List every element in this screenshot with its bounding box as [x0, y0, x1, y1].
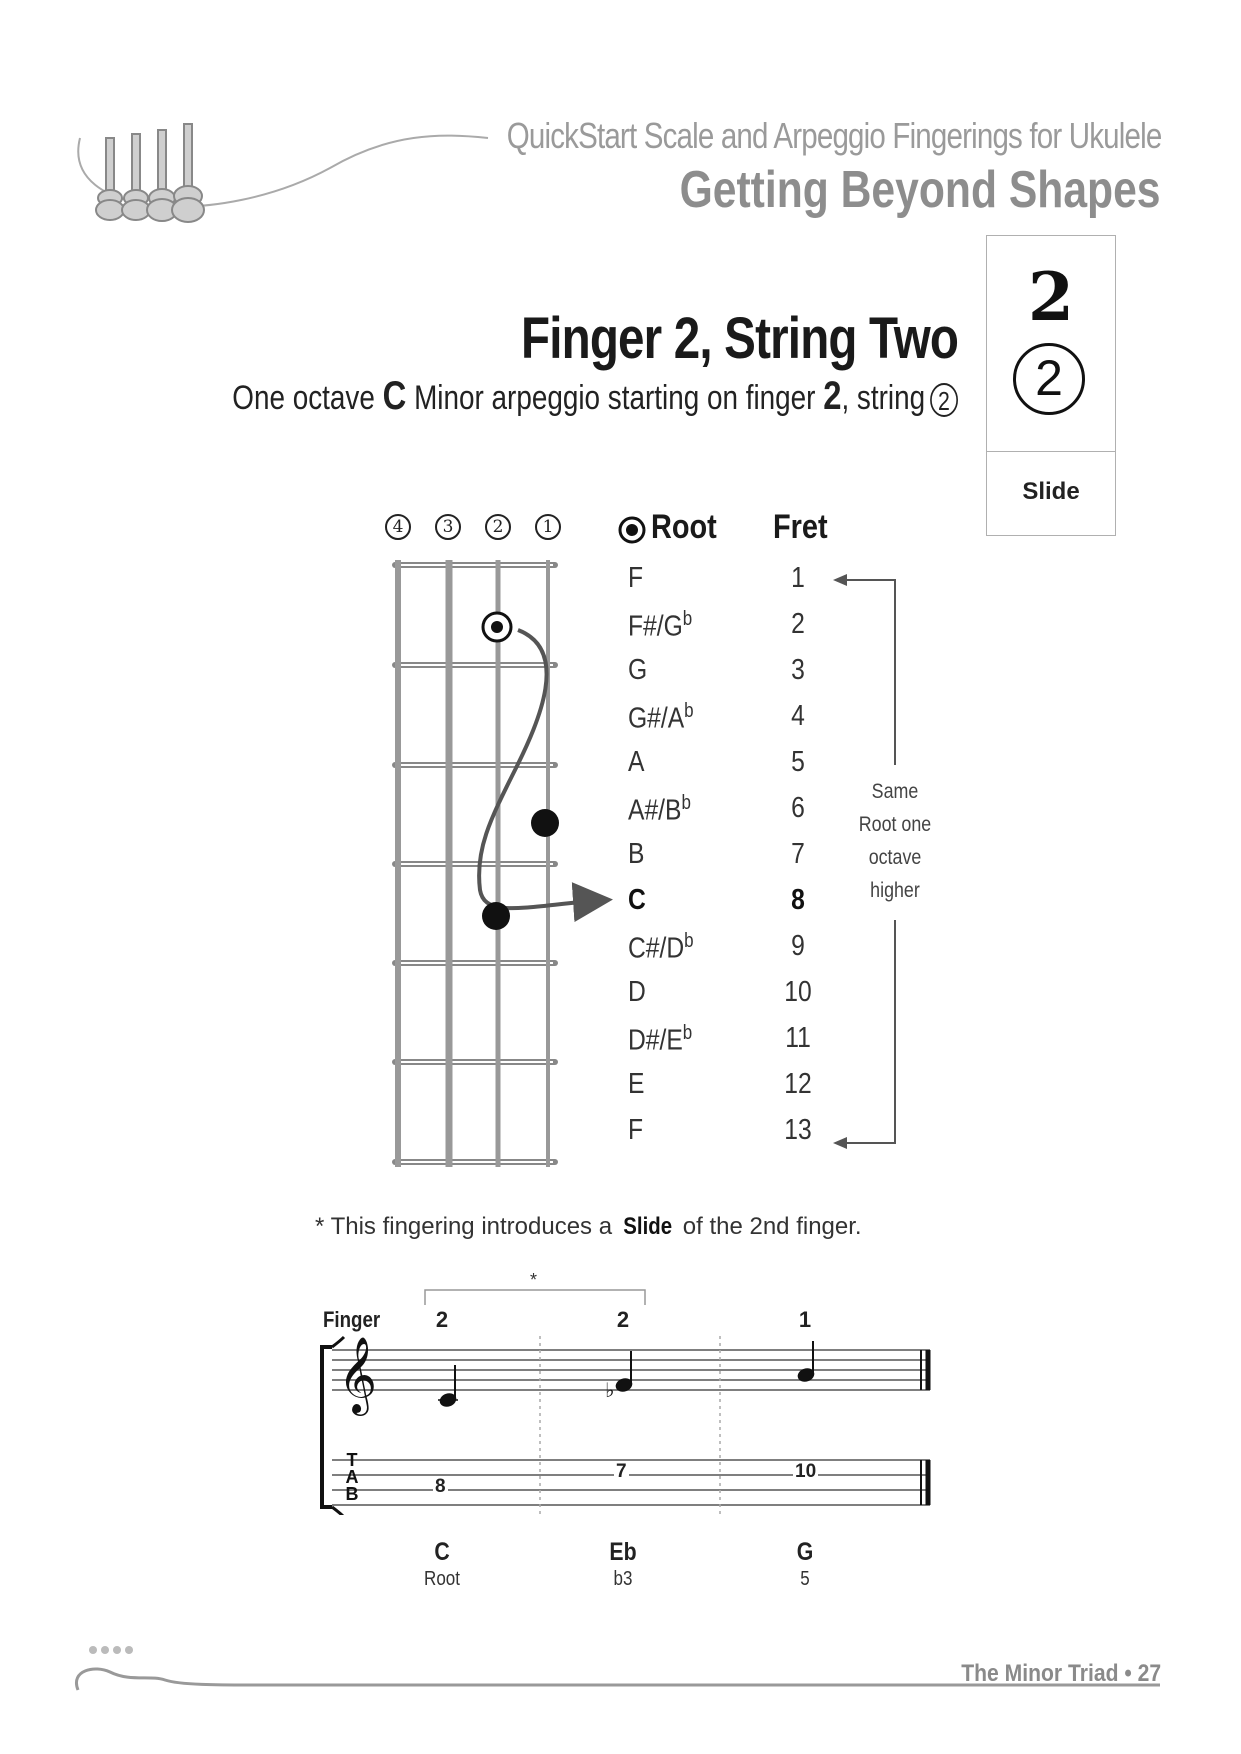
table-fret-11: 11 [785, 1022, 811, 1054]
tab-staff [332, 1460, 930, 1505]
string-number-3: 3 [435, 514, 461, 540]
table-note-9: $C\#/D^b$ [628, 930, 694, 965]
table-note-6: $A\#/B^b$ [628, 792, 691, 827]
treble-clef-icon: 𝄞 [338, 1336, 378, 1413]
table-note-8: C [628, 884, 646, 916]
table-note-13: F [628, 1114, 644, 1146]
system-bracket [322, 1347, 332, 1507]
string-number-2: 2 [485, 514, 511, 540]
chord-degree-3: 5 [800, 1568, 810, 1590]
table-note-12: E [628, 1068, 645, 1100]
table-note-4: $G\#/A^b$ [628, 700, 694, 735]
table-fret-7: 7 [791, 838, 805, 870]
table-fret-9: 9 [791, 930, 805, 962]
finger-label: Finger [323, 1307, 381, 1332]
page-footer: The Minor Triad • 27 [961, 1660, 1161, 1687]
tab-fret-2: 7 [616, 1461, 627, 1482]
tab-clef: T A B [345, 1450, 359, 1504]
table-fret-10: 10 [784, 976, 812, 1008]
table-note-1: F [628, 562, 644, 594]
slide-mark: * [530, 1270, 538, 1290]
chord-note-3: G [796, 1538, 814, 1566]
note-dot-icon [482, 902, 510, 930]
finger-number-2: 2 [616, 1307, 630, 1332]
finger-number-3: 1 [798, 1307, 812, 1332]
fingering-box-divider [986, 451, 1116, 452]
ukulele-group-icon [96, 124, 204, 222]
root-marker-icon [617, 515, 647, 545]
fingering-box-finger: 2 [1028, 258, 1074, 336]
table-note-10: D [628, 976, 646, 1008]
table-note-11: $D\#/E^b$ [628, 1022, 693, 1057]
note-c [438, 1365, 458, 1408]
string-circle-icon: 2 [930, 383, 958, 417]
slide-bracket [420, 1285, 650, 1307]
table-fret-3: 3 [791, 654, 805, 686]
string-number-1: 1 [535, 514, 561, 540]
table-fret-5: 5 [791, 746, 805, 778]
header-subtitle: QuickStart Scale and Arpeggio Fingerings for Ukulele [506, 115, 1161, 156]
svg-text:♭: ♭ [605, 1378, 615, 1402]
root-marker-icon [483, 613, 511, 641]
same-root-note: Same Root one octave higher [858, 780, 932, 902]
staff-and-tab [310, 1335, 940, 1515]
note-dot-icon [531, 809, 559, 837]
page-subtitle: One octave C Minor arpeggio starting on finger 2, string 2 [232, 374, 958, 419]
fingering-box-technique: Slide [1022, 478, 1080, 505]
table-fret-2: 2 [791, 608, 805, 640]
finger-number-1: 2 [435, 1307, 449, 1332]
table-note-2: $F\#/G^b$ [628, 608, 693, 643]
tab-fret-1: 8 [435, 1476, 446, 1497]
note-g [796, 1341, 815, 1383]
table-fret-12: 12 [784, 1068, 812, 1100]
footnote: * This fingering introduces a Slide of the 2nd finger. [315, 1213, 862, 1240]
table-fret-1: 1 [791, 562, 805, 594]
tab-fret-3: 10 [795, 1461, 817, 1482]
string-number-4: 4 [385, 514, 411, 540]
table-fret-4: 4 [791, 700, 805, 732]
fretboard-diagram [380, 550, 630, 1180]
table-note-7: B [628, 838, 645, 870]
table-note-5: A [628, 746, 645, 778]
table-fret-6: 6 [791, 792, 805, 824]
table-fret-13: 13 [784, 1114, 812, 1146]
note-eb [605, 1351, 634, 1402]
chord-degree-2: b3 [613, 1568, 633, 1590]
root-column-header: Root [651, 508, 717, 546]
header-title: Getting Beyond Shapes [680, 161, 1161, 219]
table-note-3: G [628, 654, 648, 686]
chord-note-1: C [434, 1538, 450, 1566]
chord-degree-1: Root [424, 1568, 460, 1590]
chord-note-2: Eb [609, 1538, 637, 1566]
fingering-box-string: 2 [1013, 343, 1085, 415]
fret-column-header: Fret [773, 508, 828, 546]
table-fret-8: 8 [791, 884, 805, 916]
header-logo [70, 108, 490, 233]
page-title: Finger 2, String Two [520, 306, 958, 371]
